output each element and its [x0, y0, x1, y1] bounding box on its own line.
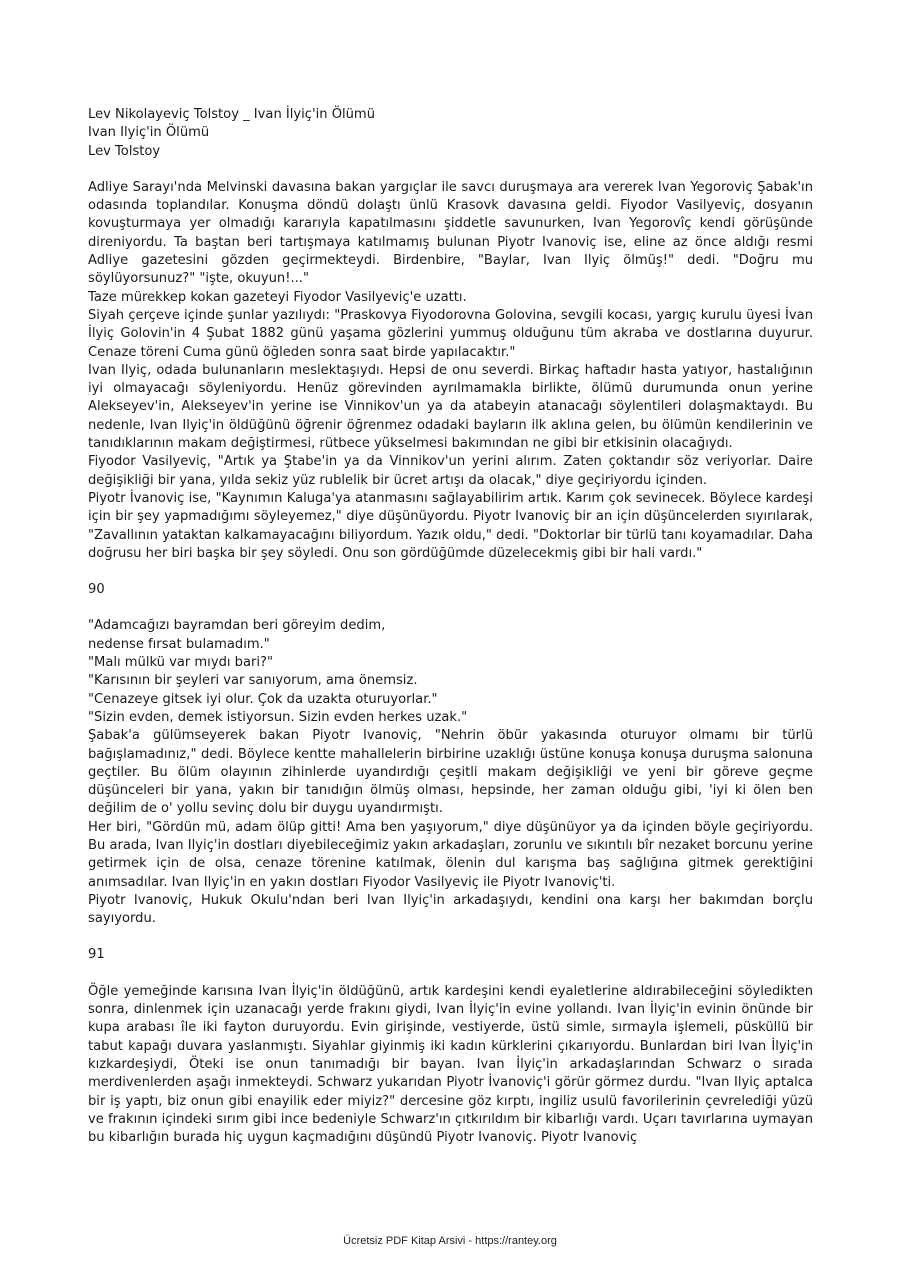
spacer	[88, 965, 813, 983]
spacer	[88, 161, 813, 179]
paragraph: Her biri, "Gördün mü, adam ölüp gitti! Ama ben yaşıyorum," diye düşünüyor ya da içinden böyle geçiriyordu. Bu arada, Ivan Ilyiç'in dostları diyebileceğimiz yakın arkadaşları, zorunlu ve sıkıntılı bîr nezaket borcunu yerine getirmek için de olsa, cenaze törenine katılmak, ölenin dul karışma baş sağlığına gitmek gerektiğini anımsadılar. Ivan Ilyiç'in en yakın dostları Fiyodor Vasilyeviç ile Piyotr Ivanoviç'ti.	[88, 819, 813, 890]
paragraph: Ivan Ilyiç, odada bulunanların meslektaşıydı. Hepsi de onu severdi. Birkaç haftadır hasta yatıyor, hastalığının iyi olmayacağı söyleniyordu. Henüz görevinden ayrılmamakla birlikte, ölümü durumunda onun yerine Alekseyev'in, Alekseyev'in yerine ise Vinnikov'un ya da atabeyin atanacağı söylentileri dolaşmaktaydı. Bu nedenle, Ivan Ilyiç'in öldüğünü öğrenir öğrenmez odadaki bayların ilk aklına gelen, bu ölümün kendilerinin ve tanıdıklarının makam değiştirmesi, rütbece yükselmesi bakımından ne gibi bir etkisinin olacağıydı.	[88, 362, 813, 452]
header-line-2: Ivan Ilyiç'in Ölümü	[88, 125, 210, 141]
dialogue-line: "Sizin evden, demek istiyorsun. Sizin evden herkes uzak."	[88, 709, 468, 725]
paragraph: Taze mürekkep kokan gazeteyi Fiyodor Vasilyeviç'e uzattı.	[88, 289, 467, 305]
paragraph: Öğle yemeğinde karısına Ivan İlyiç'in öldüğünü, artık kardeşini kendi eyaletlerine aldırabileceğini söyledikten sonra, dinlenmek için uzanacağı yerde frakını giydi, Ivan İlyiç'in evine yollandı. Ivan İlyiç'in evinin önünde bir kupa arabası île iki fayton duruyordu. Evin girişinde, vestiyerde, üstü simle, sırmayla işlemeli, püsküllü bir tabut kapağı duvara yaslanmıştı. Siyahlar giyinmiş iki kadın kürklerini çıkarıyordu. Bunlardan biri Ivan İlyiç'in kızkardeşiydi, Öteki ise onun tanımadığı bir bayan. Ivan İlyiç'in arkadaşlarından Schwarz o sırada merdivenlerden aşağı inmekteydi. Schwarz yukarıdan Piyotr İvanoviç'i görür görmez durdu. "Ivan Ilyiç aptalca bir iş yaptı, biz onun gibi enayilik eder miyiz?" dercesine göz kırptı, ingiliz usulü favorilerinin çevrelediği yüzü ve frakının içindeki sırım gibi ince bedeniyle Schwarz'ın çıtkırıldım bir kibarlığı vardı. Uçarı tavırlarına uymayan bu kibarlığın burada hiç uygun kaçmadığını düşündü Piyotr Ivanoviç. Piyotr Ivanoviç	[88, 983, 813, 1146]
dialogue-line: "Adamcağızı bayramdan beri göreyim dedim,	[88, 618, 386, 634]
spacer	[88, 928, 813, 946]
paragraph: Piyotr İvanoviç ise, "Kaynımın Kaluga'ya atanmasını sağlayabilirim artık. Karım çok sevinecek. Böylece kardeşi için bir şey yapmadığımı söyleyemez," diye düşünüyordu. Piyotr Ivanoviç bir an için düşüncelerden sıyırılarak, "Zavallının yataktan kalkamayacağını biliyordum. Yazık oldu," dedi. "Doktorlar bir türlü tanı koyamadılar. Daha doğrusu her biri başka bir şey söyledi. Onu son gördüğümde düzelecekmiş gibi bir hali vardı."	[88, 490, 813, 561]
dialogue-line: "Cenazeye gitsek iyi olur. Çok da uzakta oturuyorlar."	[88, 691, 438, 707]
page-number: 90	[88, 582, 105, 598]
paragraph: Piyotr Ivanoviç, Hukuk Okulu'ndan beri Ivan Ilyiç'in arkadaşıydı, kendini ona karşı her bakımdan borçlu sayıyordu.	[88, 892, 813, 927]
spacer	[88, 563, 813, 581]
paragraph: Fiyodor Vasilyeviç, "Artık ya Ştabe'in ya da Vinnikov'un yerini alırım. Zaten çoktandır söz veriyorlar. Daire değişikliği bir yana, yılda sekiz yüz rublelik bir ücret artışı da olacak," diye geçiriyordu içinden.	[88, 454, 813, 488]
spacer	[88, 599, 813, 617]
header-line-1: Lev Nikolayeviç Tolstoy _ Ivan İlyiç'in Ölümü	[88, 107, 375, 122]
paragraph: Şabak'a gülümseyerek bakan Piyotr Ivanoviç, "Nehrin öbür yakasında oturuyor olmamı bir türlü bağışlamadınız," dedi. Böylece kentte mahallelerin birbirine uzaklığı üstüne konuşa konuşa duruşma salonuna geçtiler. Bu ölüm olayının zihinlerde uyandırdığı çeşitli makam değişikliği ve yeni bir göreve geçme düşünceleri bir yana, yakın bir tanıdığın ölmüş olması, hepsinde, her zaman olduğu gibi, 'iyi ki ölen ben değilim de o' yollu sevinç dolu bir duygu uyandırmıştı.	[88, 728, 813, 817]
paragraph: Adliye Sarayı'nda Melvinski davasına bakan yargıçlar ile savcı duruşmaya ara vererek Ivan Yegoroviç Şabak'ın odasında toplandılar. Konuşma döndü dolaştı ünlü Krasovk davasına geldi. Fiyodor Vasilyeviç, dosyanın kovuşturmaya yer olmadığı kararıyla kapatılmasını şiddetle savunurken, Ivan Yegorovîç kendi görüşünde direniyordu. Ta baştan beri tartışmaya katılmamış bulunan Piyotr Ivanoviç ise, eline az önce aldığı resmi Adliye gazetesini gözden geçirmekteydi. Birdenbire, "Baylar, Ivan Ilyiç ölmüş!" dedi. "Doğru mu söylüyorsunuz?" "işte, okuyun!..."	[88, 179, 813, 287]
document-page	[88, 106, 813, 1147]
header-line-3: Lev Tolstoy	[88, 143, 161, 159]
dialogue-line: "Karısının bir şeyleri var sanıyorum, ama önemsiz.	[88, 673, 418, 689]
page-number: 91	[88, 947, 105, 963]
page-footer: Ücretsiz PDF Kitap Arsivi - https://rantey.org	[343, 1235, 557, 1247]
dialogue-line: "Malı mülkü var mıydı bari?"	[88, 655, 274, 671]
dialogue-line: nedense fırsat bulamadım."	[88, 636, 270, 652]
paragraph: Siyah çerçeve içinde şunlar yazılıydı: "Praskovya Fiyodorovna Golovina, sevgili kocası, yargıç kurulu üyesi İvan İlyiç Golovin'in 4 Şubat 1882 günü yaşama gözlerini yummuş olduğunu tüm akraba ve dostlarına duyurur. Cenaze töreni Cuma günü öğleden sonra saat birde yapılacaktır."	[88, 307, 813, 360]
